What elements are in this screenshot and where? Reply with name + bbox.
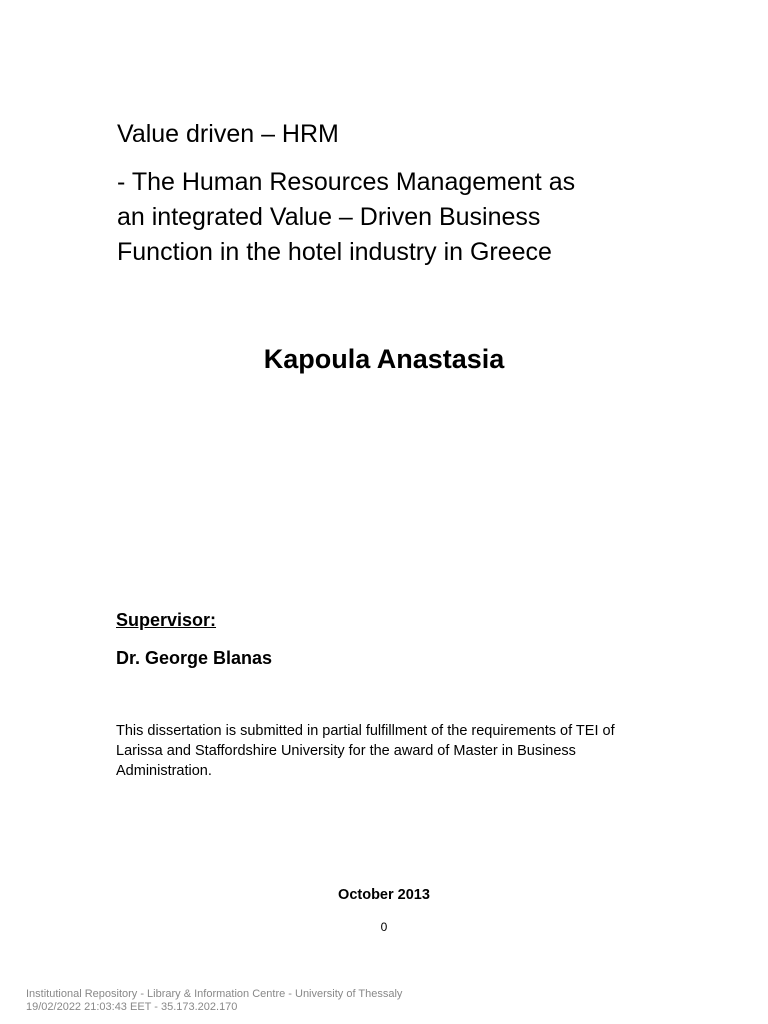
title-line-4: Function in the hotel industry in Greece (117, 238, 552, 266)
submission-date: October 2013 (338, 887, 430, 903)
repository-footer (26, 988, 402, 1014)
footer-line-repository: Institutional Repository - Library & Information Centre - University of Thessaly (26, 988, 403, 1000)
dissertation-statement: This dissertation is submitted in partial fulfillment of the requirements of TEI of Larissa and Staffordshire University for the award of Master in Business Administration. (116, 723, 615, 779)
title-line-3: an integrated Value – Driven Business (117, 203, 541, 231)
title-line-1: Value driven – HRM (117, 120, 339, 148)
footer-line-timestamp: 19/02/2022 21:03:43 EET - 35.173.202.170 (26, 1001, 238, 1013)
supervisor-label: Supervisor: (116, 610, 217, 630)
author-name: Kapoula Anastasia (263, 344, 505, 374)
page-number: 0 (380, 920, 388, 934)
title-line-2: - The Human Resources Management as (117, 168, 576, 196)
supervisor-name: Dr. George Blanas (116, 648, 273, 668)
